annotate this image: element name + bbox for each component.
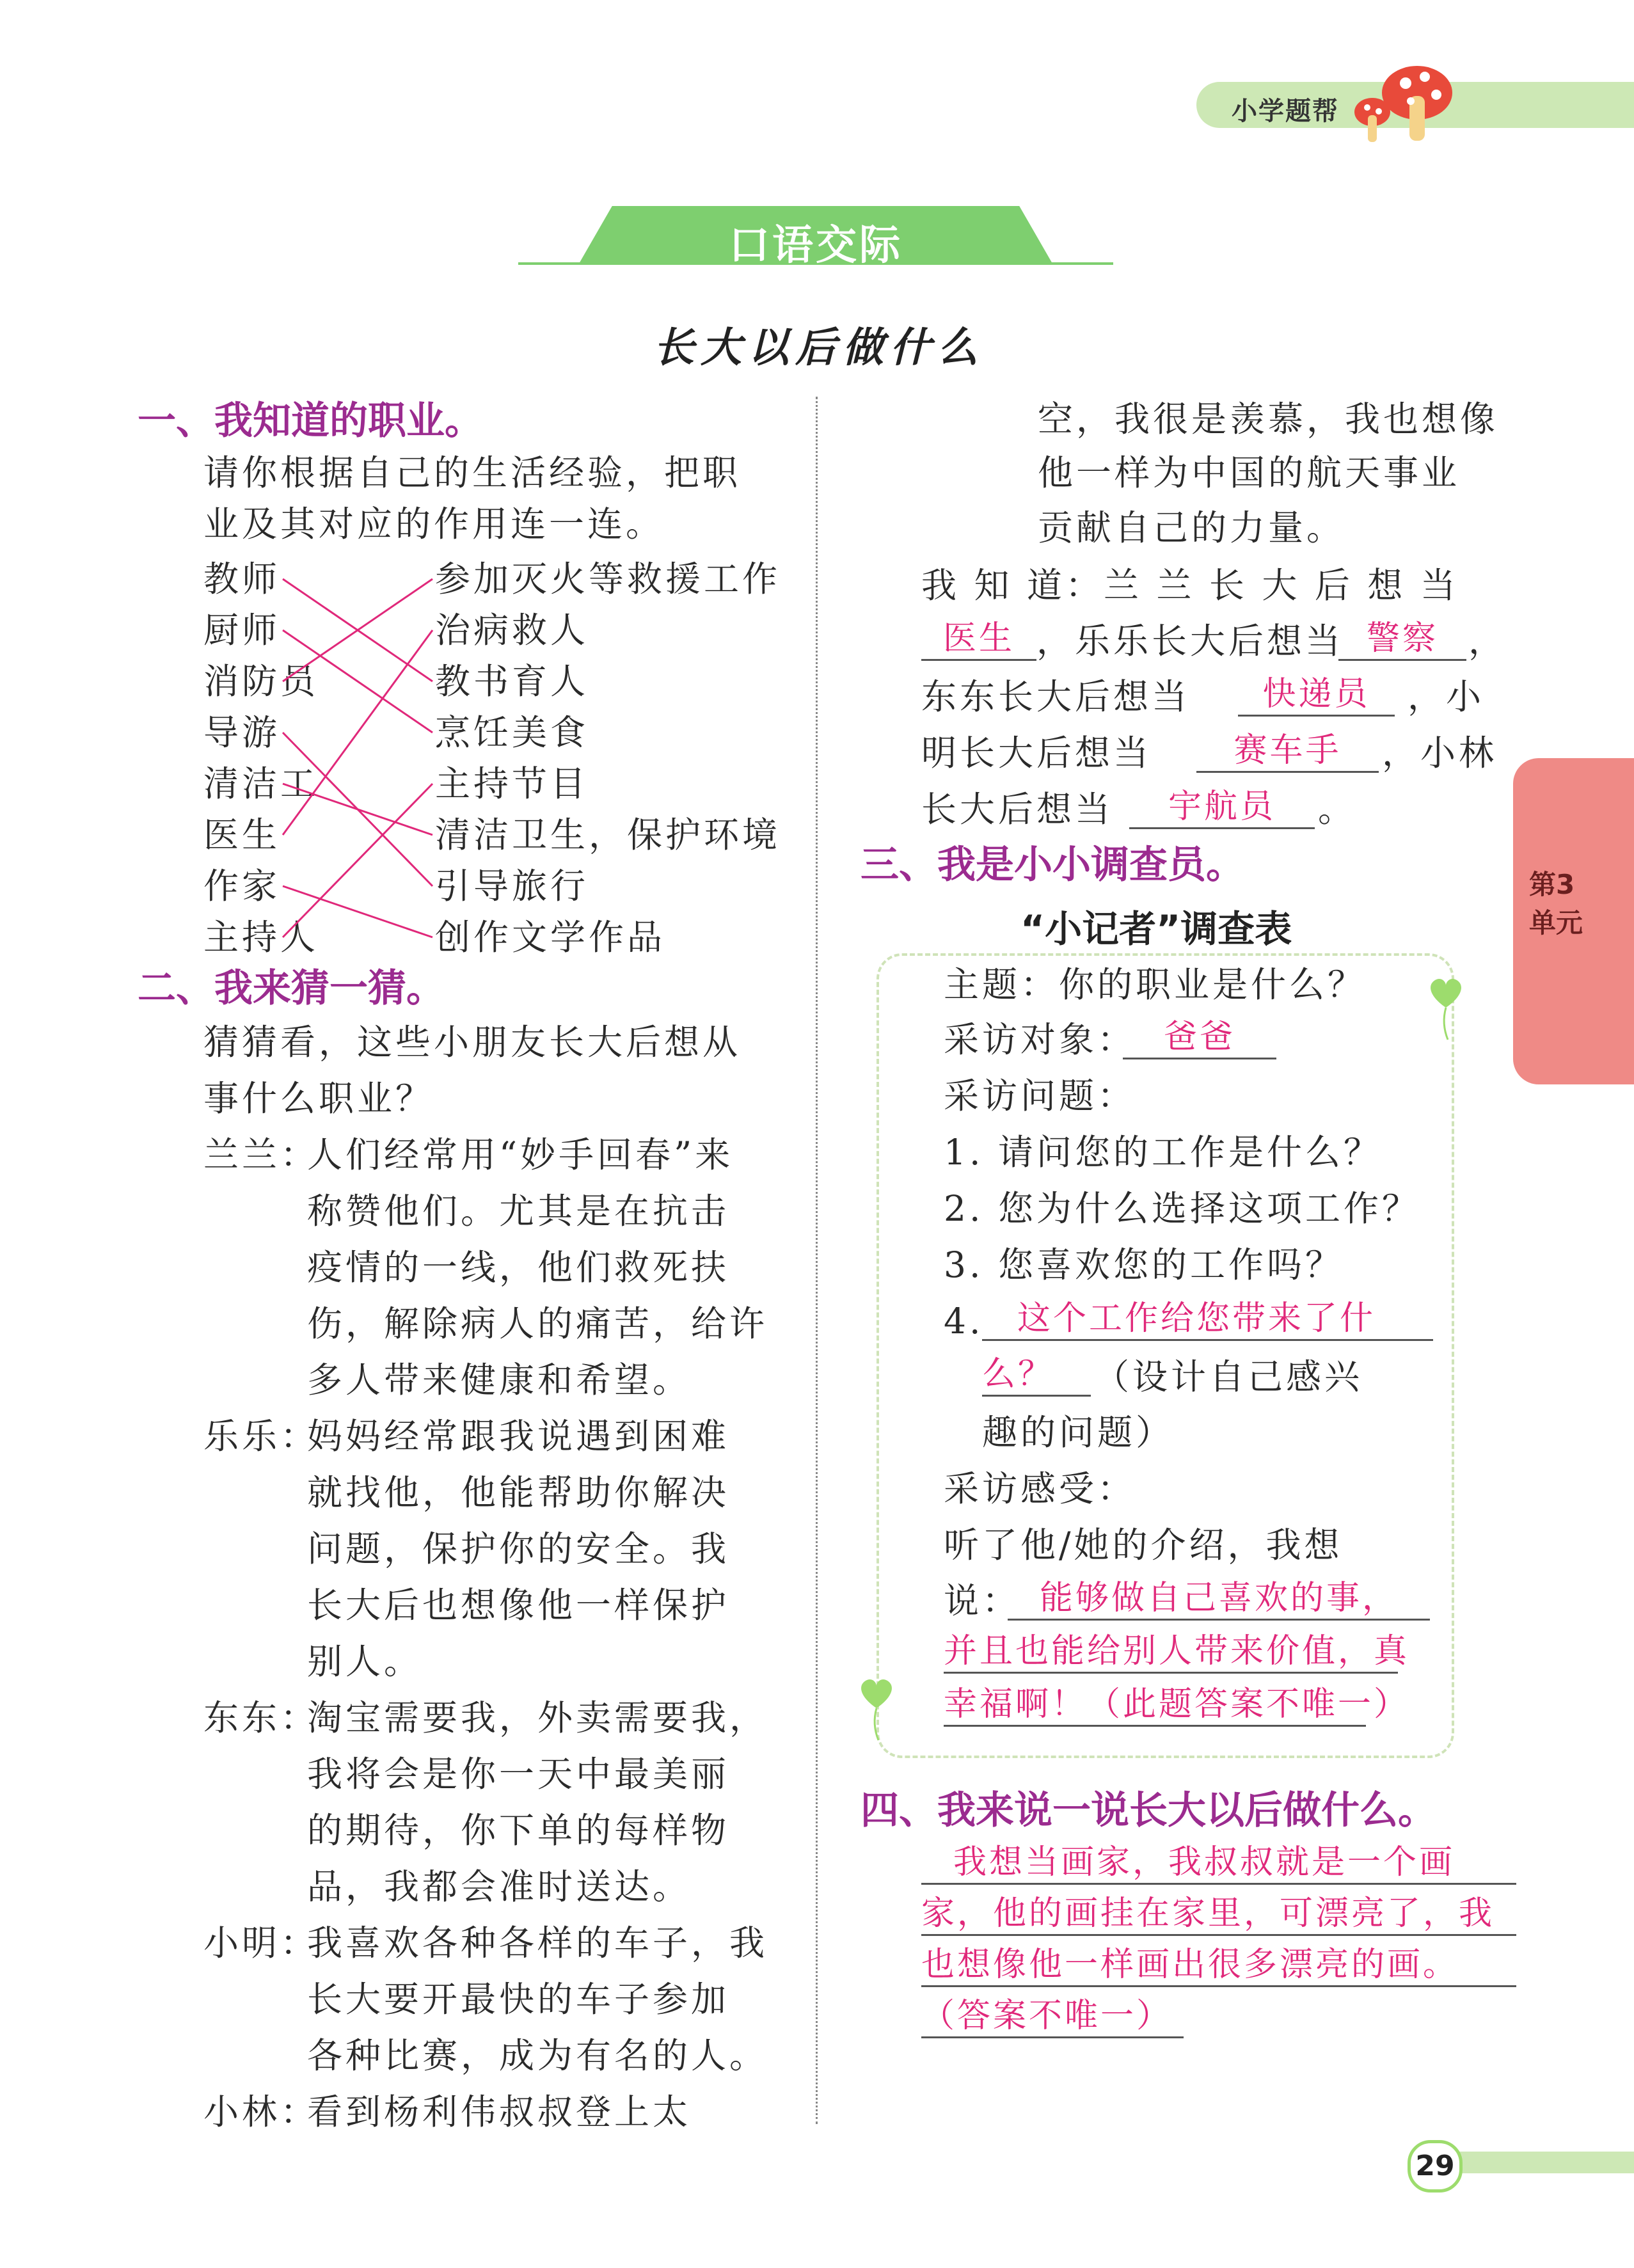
answer-line: 我想当画家，我叔叔就是一个画: [921, 1846, 1516, 1885]
kid-line: 各种比赛，成为有名的人。: [307, 2035, 768, 2076]
matching-lines: [282, 557, 435, 953]
survey-target-label: 采访对象：: [944, 1019, 1136, 1060]
answer-line: 也想像他一样画出很多漂亮的画。: [921, 1948, 1516, 1987]
answer-blank: 这个工作给您带来了什: [982, 1302, 1433, 1341]
job-label: 清洁工: [203, 763, 319, 804]
summary-text: ，乐乐长大后想当: [1036, 621, 1344, 662]
kid-line: 淘宝需要我，外卖需要我，: [307, 1697, 768, 1738]
match-line: [283, 630, 432, 835]
answer-blank: 并且也能给别人带来价值，真: [944, 1635, 1398, 1674]
survey-question: 1. 请问您的工作是什么？: [944, 1132, 1382, 1173]
summary-text: 我 知 道：兰 兰 长 大 后 想 当: [921, 565, 1459, 606]
section1-instruction-1: 请你根据自己的生活经验，把职: [203, 452, 742, 493]
answer-blank: 医生: [921, 622, 1036, 661]
section1-instruction-2: 业及其对应的作用连一连。: [203, 504, 665, 544]
header-brand: 小学题帮: [1232, 97, 1339, 126]
survey-question: 3. 您喜欢您的工作吗？: [944, 1244, 1344, 1285]
heart-balloon-icon: [1424, 972, 1468, 1043]
footer-bar: [1446, 2152, 1634, 2173]
page-title: 长大以后做什么: [653, 324, 985, 372]
summary-text: ，小林: [1382, 733, 1498, 773]
continued-line: 空，我很是羡慕，我也想像: [1038, 399, 1499, 440]
kid-line: 看到杨利伟叔叔登上太: [307, 2091, 692, 2132]
kid-name: 兰兰：: [203, 1134, 319, 1175]
job-label: 主持人: [203, 917, 319, 958]
kid-line: 人们经常用“妙手回春”来: [307, 1134, 734, 1175]
summary-text: ，: [1468, 621, 1507, 662]
job-label: 教师: [203, 559, 281, 599]
job-label: 导游: [203, 712, 281, 753]
answer-blank: 警察: [1338, 622, 1466, 661]
kid-line: 的期待，你下单的每样物: [307, 1810, 730, 1851]
answer-line: 家，他的画挂在家里，可漂亮了，我: [921, 1897, 1516, 1936]
survey-feeling-line: 听了他/她的介绍，我想: [944, 1525, 1343, 1566]
role-label: 创作文学作品: [435, 917, 666, 958]
match-line: [283, 784, 432, 937]
summary-text: 。: [1318, 789, 1357, 830]
survey-question: 2. 您为什么选择这项工作？: [944, 1188, 1420, 1229]
answer-line: （答案不唯一）: [921, 1999, 1184, 2038]
kid-name: 小明：: [203, 1923, 319, 1963]
role-label: 治病救人: [435, 610, 589, 651]
section2-intro-2: 事什么职业？: [203, 1078, 434, 1119]
continued-line: 他一样为中国的航天事业: [1038, 452, 1461, 493]
answer-blank: 能够做自己喜欢的事，: [1008, 1582, 1430, 1621]
role-label: 主持节目: [435, 763, 589, 804]
role-label: 引导旅行: [435, 866, 589, 907]
job-label: 厨师: [203, 610, 281, 651]
job-label: 消防员: [203, 661, 319, 702]
column-divider: [816, 397, 818, 2124]
kid-line: 长大要开最快的车子参加: [307, 1979, 730, 2020]
kid-line: 伤，解除病人的痛苦，给许: [307, 1303, 768, 1344]
survey-question-suffix: （设计自己感兴: [1094, 1356, 1363, 1397]
heart-balloon-icon: [854, 1673, 899, 1743]
unit-tab-label-2: 单元: [1529, 907, 1583, 939]
survey-topic: 主题：你的职业是什么？: [944, 964, 1367, 1005]
survey-question: 4.: [944, 1301, 984, 1342]
answer-blank: 宇航员: [1129, 790, 1315, 829]
summary-text: ，小: [1408, 676, 1485, 717]
answer-blank: 么？: [982, 1358, 1091, 1397]
kid-line: 称赞他们。尤其是在抗击: [307, 1191, 730, 1232]
summary-text: 长大后想当: [921, 789, 1114, 830]
section4-heading: 四、我来说一说长大以后做什么。: [861, 1788, 1436, 1833]
survey-feeling-label: 采访感受：: [944, 1468, 1136, 1509]
kid-name: 乐乐：: [203, 1416, 319, 1457]
survey-table-title: “小记者”调查表: [1020, 907, 1292, 951]
kid-name: 小林：: [203, 2091, 319, 2132]
role-label: 清洁卫生，保护环境: [435, 814, 781, 855]
survey-question-suffix: 趣的问题）: [982, 1412, 1175, 1453]
survey-questions-label: 采访问题：: [944, 1075, 1136, 1116]
section1-heading: 一、我知道的职业。: [138, 399, 483, 443]
summary-text: 东东长大后想当: [921, 676, 1191, 717]
answer-blank: 爸爸: [1123, 1020, 1276, 1059]
mushroom-icon: [1347, 58, 1468, 147]
match-line: [283, 886, 432, 937]
page-number: 29: [1408, 2140, 1463, 2193]
unit-tab-label-1: 第3: [1529, 869, 1575, 900]
section3-heading: 三、我是小小调查员。: [861, 843, 1244, 887]
kid-line: 多人带来健康和希望。: [307, 1360, 692, 1400]
kid-line: 问题，保护你的安全。我: [307, 1528, 730, 1569]
answer-blank: 幸福啊！（此题答案不唯一）: [944, 1688, 1366, 1727]
kid-line: 我将会是你一天中最美丽: [307, 1754, 730, 1795]
section2-intro-1: 猜猜看，这些小朋友长大后想从: [203, 1022, 742, 1063]
kid-line: 品，我都会准时送达。: [307, 1866, 692, 1907]
kid-line: 就找他，他能帮助你解决: [307, 1472, 730, 1513]
banner-title: 口语交际: [729, 222, 903, 269]
kid-line: 疫情的一线，他们救死扶: [307, 1247, 730, 1288]
kid-line: 妈妈经常跟我说遇到困难: [307, 1416, 730, 1457]
role-label: 参加灭火等救援工作: [435, 559, 781, 599]
summary-text: 明长大后想当: [921, 733, 1152, 773]
answer-blank: 快递员: [1238, 678, 1395, 717]
role-label: 教书育人: [435, 661, 589, 702]
role-label: 烹饪美食: [435, 712, 589, 753]
answer-blank: 赛车手: [1196, 734, 1379, 773]
section2-heading: 二、我来猜一猜。: [138, 966, 445, 1011]
kid-line: 别人。: [307, 1641, 423, 1682]
job-label: 医生: [203, 814, 281, 855]
match-line: [283, 784, 432, 835]
kid-line: 我喜欢各种各样的车子，我: [307, 1923, 768, 1963]
kid-name: 东东：: [203, 1697, 319, 1738]
survey-feeling-prefix: 说：: [944, 1580, 1021, 1621]
continued-line: 贡献自己的力量。: [1038, 507, 1345, 548]
match-line: [283, 630, 432, 733]
kid-line: 长大后也想像他一样保护: [307, 1585, 730, 1626]
job-label: 作家: [203, 866, 281, 907]
